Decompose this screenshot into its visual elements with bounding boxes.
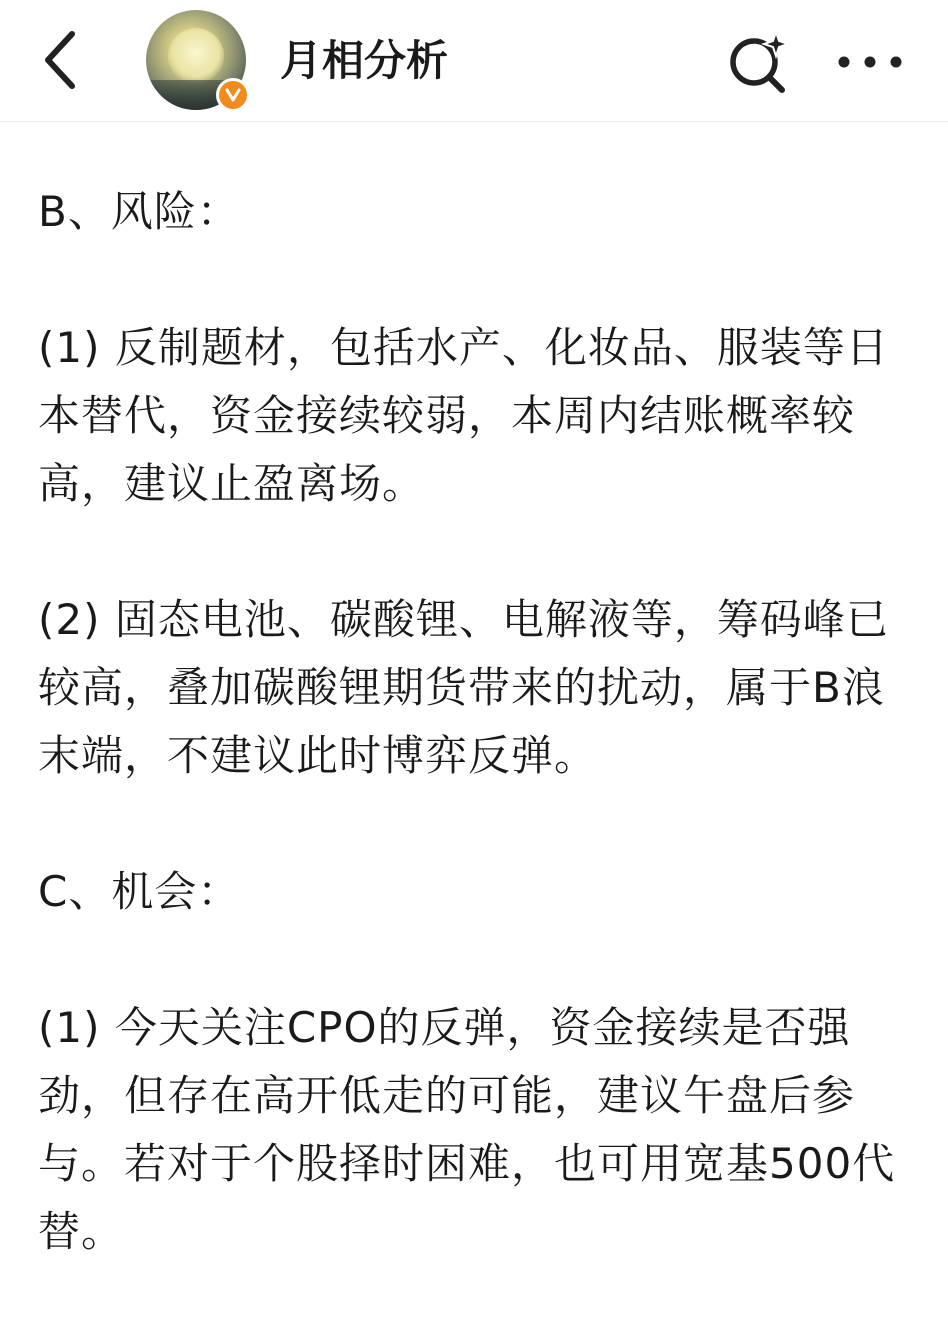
section-heading-opportunity: C、机会： <box>38 867 241 916</box>
more-dots-icon <box>835 54 905 70</box>
search-sparkle-icon <box>724 28 792 96</box>
article-body <box>38 178 918 1334</box>
section-heading-risk: B、风险： <box>38 187 240 236</box>
paragraph-risk-2: (2) 固态电池、碳酸锂、电解液等，筹码峰已较高，叠加碳酸锂期货带来的扰动，属于B浪末端，不建议此时博弈反弹。 <box>38 595 889 780</box>
top-nav-bar <box>0 0 948 122</box>
verified-v-icon <box>216 78 250 112</box>
more-button[interactable] <box>830 26 910 98</box>
paragraph-opportunity-1: (1) 今天关注CPO的反弹，资金接续是否强劲，但存在高开低走的可能，建议午盘后参与。若对于个股择时困难，也可用宽基500代替。 <box>38 1003 896 1256</box>
paragraph-risk-1: (1) 反制题材，包括水产、化妆品、服装等日本替代，资金接续较弱，本周内结账概率较高，建议止盈离场。 <box>38 323 889 508</box>
account-name[interactable]: 月相分析 <box>280 36 449 85</box>
chevron-left-icon <box>40 28 80 92</box>
search-button[interactable] <box>722 26 794 98</box>
avatar[interactable] <box>146 10 250 114</box>
back-button[interactable] <box>28 24 92 96</box>
